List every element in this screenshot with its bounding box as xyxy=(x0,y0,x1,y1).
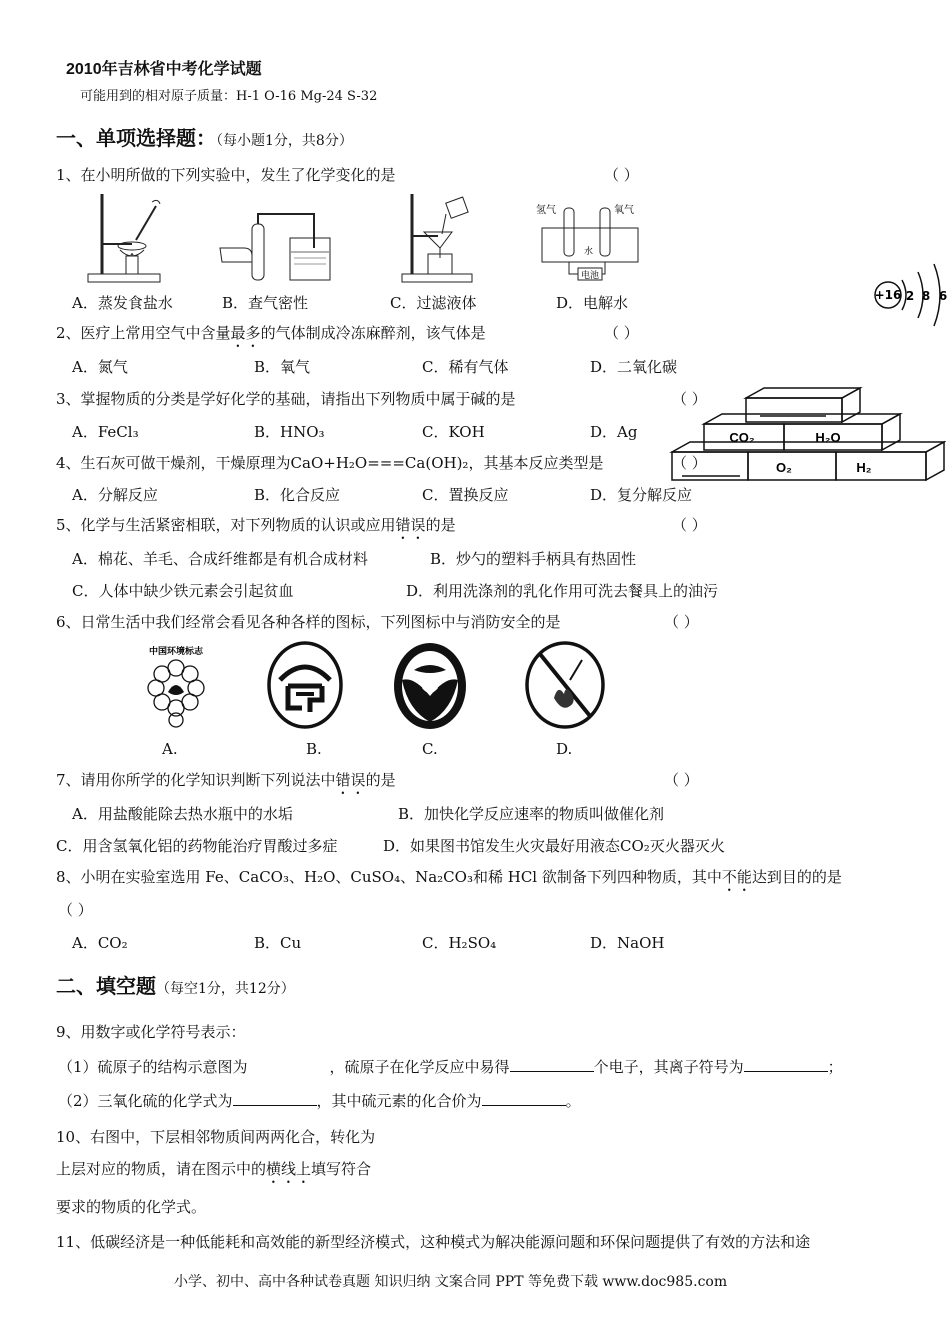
evaporation-apparatus-icon xyxy=(84,192,164,284)
q2-option-a[interactable]: A．氮气 xyxy=(72,358,128,376)
q8-stem-emph: 不能 xyxy=(721,868,752,886)
q7-stem-emph: 错误 xyxy=(335,771,366,789)
q1-option-c[interactable]: C．过滤液体 xyxy=(390,294,477,312)
atomic-masses: 可能用到的相对原子质量：H-1 O-16 Mg-24 S-32 xyxy=(80,89,378,104)
filtration-apparatus-icon xyxy=(398,192,478,284)
q2-paren: （ ） xyxy=(604,324,639,342)
q7-option-a[interactable]: A．用盐酸能除去热水瓶中的水垢 xyxy=(72,805,293,823)
brick-h2: H₂ xyxy=(856,460,872,475)
section1-note: （每小题1分，共8分） xyxy=(216,133,353,149)
env-label-text: 中国环境标志 xyxy=(148,647,204,657)
q2-option-c[interactable]: C．稀有气体 xyxy=(422,358,509,376)
section2-note: （每空1分，共12分） xyxy=(156,981,295,997)
section2-heading xyxy=(56,970,295,999)
shell-2: 8 xyxy=(921,289,931,303)
q10-line3: 要求的物质的化学式。 xyxy=(56,1198,207,1216)
no-fireworks-sign-icon xyxy=(524,640,606,730)
q5-option-b[interactable]: B．炒勺的塑料手柄具有热固性 xyxy=(430,550,637,568)
environment-label-icon xyxy=(138,640,214,730)
q1-option-d[interactable]: D．电解水 xyxy=(556,294,629,312)
q7-paren: （ ） xyxy=(664,771,699,789)
shell-1: 2 xyxy=(905,289,915,303)
q5-paren: （ ） xyxy=(672,516,707,534)
q2-stem-emph: 最多 xyxy=(230,324,261,342)
q5-option-d[interactable]: D．利用洗涤剂的乳化作用可洗去餐具上的油污 xyxy=(406,582,719,600)
q8-stem-post: 达到目的的是 xyxy=(751,868,842,886)
q3-option-c[interactable]: C．KOH xyxy=(422,423,485,441)
q9-stem: 9、用数字或化学符号表示： xyxy=(56,1023,246,1041)
section1-title: 一、单项选择题： xyxy=(56,128,216,150)
q7-stem-post: 的是 xyxy=(365,771,396,789)
q2-option-d[interactable]: D．二氧化碳 xyxy=(590,358,678,376)
q1-option-a[interactable]: A．蒸发食盐水 xyxy=(72,294,173,312)
q8-option-a[interactable]: A．CO₂ xyxy=(72,934,128,952)
brick-co2: CO₂ xyxy=(729,430,755,445)
q4-stem: 4、生石灰可做干燥剂，干燥原理为CaO+H₂O===Ca(OH)₂，其基本反应类型是 xyxy=(56,454,604,472)
brick-pyramid-diagram xyxy=(668,384,946,484)
q10-line1: 10、右图中，下层相邻物质间两两化合，转化为 xyxy=(56,1128,376,1146)
label-water: 水 xyxy=(584,247,594,257)
q1-option-b[interactable]: B．查气密性 xyxy=(222,294,309,312)
label-battery: 电池 xyxy=(581,271,600,281)
blank-electron-count[interactable] xyxy=(510,1057,594,1072)
q1-paren: （ ） xyxy=(604,166,639,184)
q11-stem: 11、低碳经济是一种低能耗和高效能的新型经济模式，这种模式为解决能源问题和环保问题提供了有效的方法和途 xyxy=(56,1233,811,1251)
q2-stem-pre: 2、医疗上常用空气中含量 xyxy=(56,324,231,342)
q8-option-d[interactable]: D．NaOH xyxy=(590,934,665,952)
q6-option-c[interactable]: C. xyxy=(422,740,438,758)
q2-option-b[interactable]: B．氧气 xyxy=(254,358,311,376)
q9-l1-part3: 个电子，其离子符号为 xyxy=(593,1058,744,1076)
q2-stem-post: 的气体制成冷冻麻醉剂，该气体是 xyxy=(260,324,486,342)
q3-option-d[interactable]: D．Ag xyxy=(590,423,638,441)
q4-paren: （ ） xyxy=(672,454,707,472)
q6-option-b[interactable]: B. xyxy=(306,740,322,758)
q9-l2-part3: 。 xyxy=(565,1092,581,1110)
q7-stem-pre: 7、请用你所学的化学知识判断下列说法中 xyxy=(56,771,336,789)
q7-option-c[interactable]: C．用含氢氧化铝的药物能治疗胃酸过多症 xyxy=(56,837,338,855)
q3-option-b[interactable]: B．HNO₃ xyxy=(254,423,325,441)
green-food-logo-icon xyxy=(392,640,468,732)
q8-option-c[interactable]: C．H₂SO₄ xyxy=(422,934,497,952)
section1-heading xyxy=(56,122,353,151)
q9-l2-part2: ，其中硫元素的化合价为 xyxy=(316,1092,482,1110)
q6-paren: （ ） xyxy=(664,613,699,631)
q6-option-d[interactable]: D. xyxy=(556,740,573,758)
q5-stem-pre: 5、化学与生活紧密相联，对下列物质的认识或应用 xyxy=(56,516,396,534)
page-footer: 小学、初中、高中各种试卷真题 知识归纳 文案合同 PPT 等免费下载 www.doc985.com xyxy=(174,1274,728,1290)
q5-stem xyxy=(56,514,456,543)
q5-stem-post: 的是 xyxy=(425,516,456,534)
q6-option-a[interactable]: A. xyxy=(162,740,178,758)
q9-line2 xyxy=(58,1090,581,1111)
q7-stem xyxy=(56,769,396,798)
q4-option-b[interactable]: B．化合反应 xyxy=(254,486,341,504)
electrolysis-apparatus-icon xyxy=(534,202,646,286)
q6-stem: 6、日常生活中我们经常会看见各种各样的图标，下列图标中与消防安全的是 xyxy=(56,613,561,631)
q9-l1-part4: ； xyxy=(827,1058,843,1076)
q7-option-b[interactable]: B．加快化学反应速率的物质叫做催化剂 xyxy=(398,805,665,823)
q7-option-d[interactable]: D．如果图书馆发生火灾最好用液态CO₂灭火器灭火 xyxy=(383,837,725,855)
q5-option-c[interactable]: C．人体中缺少铁元素会引起贫血 xyxy=(72,582,294,600)
sulfur-atom-diagram xyxy=(872,260,950,330)
shell-3: 6 xyxy=(938,289,948,303)
brick-o2: O₂ xyxy=(776,460,792,475)
blank-ion-symbol[interactable] xyxy=(744,1057,828,1072)
brick-h2o: H₂O xyxy=(815,430,841,445)
q9-line1 xyxy=(58,1056,843,1077)
q5-option-a[interactable]: A．棉花、羊毛、合成纤维都是有机合成材料 xyxy=(72,550,368,568)
q10-l2-emph: 横线上 xyxy=(266,1160,312,1178)
q10-l2-post: 填写符合 xyxy=(311,1160,372,1178)
q8-stem xyxy=(56,866,842,895)
airtightness-check-icon xyxy=(218,208,338,284)
fire-safety-logo-icon xyxy=(266,640,344,730)
section2-title: 二、填空题 xyxy=(56,976,156,998)
q2-stem xyxy=(56,322,486,351)
page-title: 2010年吉林省中考化学试题 xyxy=(66,61,262,78)
q3-stem: 3、掌握物质的分类是学好化学的基础，请指出下列物质中属于碱的是 xyxy=(56,390,516,408)
q10-line2 xyxy=(56,1158,371,1187)
nucleus-charge: +16 xyxy=(874,288,902,302)
blank-so3-formula[interactable] xyxy=(233,1091,317,1106)
q8-paren: （ ） xyxy=(58,901,93,919)
q9-l1-part1: （1）硫原子的结构示意图为 xyxy=(58,1058,248,1076)
label-hydrogen: 氢气 xyxy=(536,205,556,216)
q4-option-c[interactable]: C．置换反应 xyxy=(422,486,509,504)
q3-option-a[interactable]: A．FeCl₃ xyxy=(72,423,139,441)
q3-paren: （ ） xyxy=(672,390,707,408)
label-oxygen: 氧气 xyxy=(614,205,634,216)
q8-stem-pre: 8、小明在实验室选用 Fe、CaCO₃、H₂O、CuSO₄、Na₂CO₃和稀 HCl 欲制备下列四种物质，其中 xyxy=(56,868,722,886)
blank-valence[interactable] xyxy=(482,1091,566,1106)
q9-l2-part1: （2）三氧化硫的化学式为 xyxy=(58,1092,233,1110)
q4-option-d[interactable]: D．复分解反应 xyxy=(590,486,693,504)
q5-stem-emph: 错误 xyxy=(395,516,426,534)
q4-option-a[interactable]: A．分解反应 xyxy=(72,486,158,504)
q10-l2-pre: 上层对应的物质，请在图示中的 xyxy=(56,1160,267,1178)
q9-l1-part2: ，硫原子在化学反应中易得 xyxy=(329,1058,510,1076)
q1-stem: 1、在小明所做的下列实验中，发生了化学变化的是 xyxy=(56,166,396,184)
q8-option-b[interactable]: B．Cu xyxy=(254,934,302,952)
